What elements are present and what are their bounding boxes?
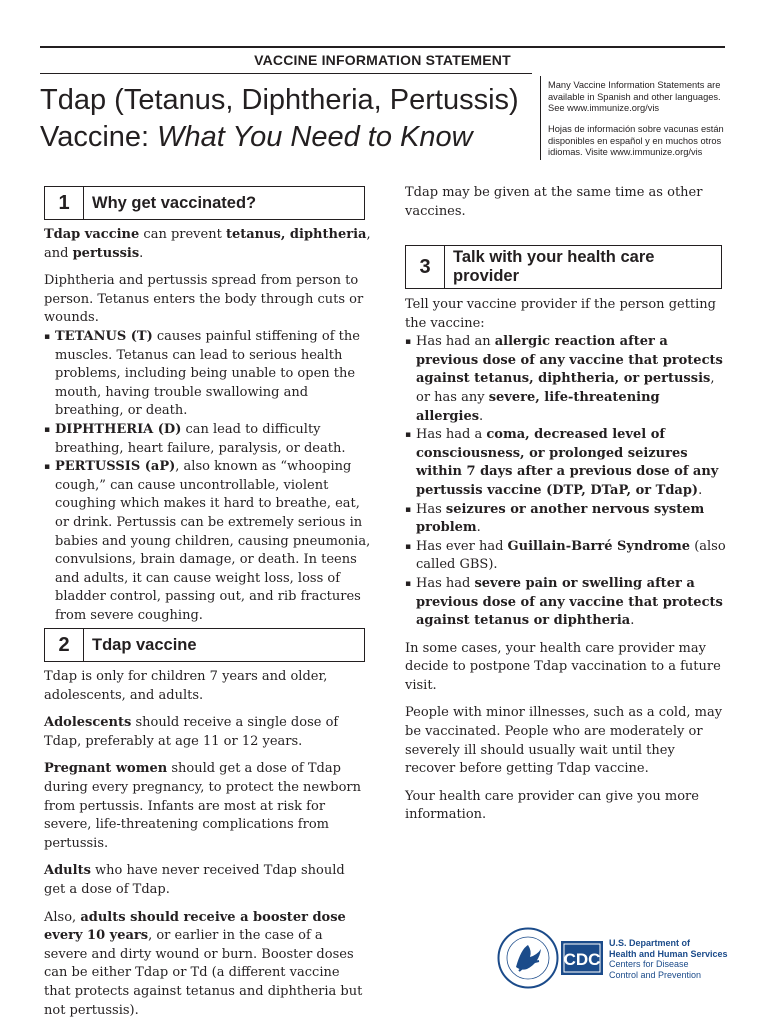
section-2-paragraph: Adolescents should receive a single dose of Tdap, preferably at age 11 or 12 years.	[44, 715, 339, 749]
section-3-intro: Tell your vaccine provider if the person getting the vaccine:	[405, 297, 717, 331]
footer-logos	[497, 927, 605, 994]
section-3-body	[405, 296, 729, 825]
list-item: ▪ PERTUSSIS (aP), also known as “whooping cough,” can cause uncontrollable, violent coughing which makes it hard to breathe, eat, or drink. Pertussis can be extremely serious in babies and young children, causing pneumonia, convulsions, brain damage, or death. In teens and adults, it can cause weight loss, loss of bladder control, passing out, and rib fractures from severe coughing.	[44, 458, 374, 625]
hhs-cdc-logo	[497, 927, 605, 989]
section-2-body	[44, 668, 366, 1020]
agency-text: U.S. Department of Health and Human Services Centers for Disease Control and Prevention	[609, 938, 728, 980]
section-2-header	[44, 628, 365, 662]
list-item: ▪ Has had severe pain or swelling after a previous dose of any vaccine that protects against tetanus or diphtheria.	[405, 575, 729, 631]
precaution-list	[405, 333, 729, 631]
section-3-number: 3	[406, 246, 445, 288]
section-1-body	[44, 226, 374, 625]
section-3-paragraph: In some cases, your health care provider may decide to postpone Tdap vaccination to a future visit.	[405, 640, 721, 693]
list-item: ▪ Has ever had Guillain-Barré Syndrome (also called GBS).	[405, 538, 729, 575]
list-item: ▪ TETANUS (T) causes painful stiffening of the muscles. Tetanus can lead to serious health problems, including being unable to open the mouth, having trouble swallowing and breathing, or death.	[44, 328, 374, 421]
cdc-logo-text: CDC	[563, 950, 601, 969]
section-2-paragraph: Adults who have never received Tdap should get a dose of Tdap.	[44, 863, 345, 897]
section-2-paragraph: Also, adults should receive a booster dose every 10 years, or earlier in the case of a severe and dirty wound or burn. Booster doses can be either Tdap or Td (a different vaccine that protects against tetanus and diphtheria but not pertussis).	[44, 909, 363, 1018]
list-item: ▪ DIPHTHERIA (D) can lead to difficulty breathing, heart failure, paralysis, or death.	[44, 421, 374, 458]
section-1-title: Why get vaccinated?	[92, 193, 257, 212]
languages-note-spanish: Hojas de información sobre vacunas están disponibles en español y en muchos otros idiomas. Visite www.immunize.org/vis	[548, 124, 724, 157]
section-2-title: Tdap vaccine	[92, 635, 197, 654]
section-1-intro: Tdap vaccine can prevent tetanus, diphtheria, and pertussis.	[44, 227, 371, 261]
title-rule	[40, 73, 532, 74]
disease-list	[44, 328, 374, 626]
section-3-title: Talk with your health care provider	[453, 248, 655, 285]
section-2-paragraph: Tdap is only for children 7 years and older, adolescents, and adults.	[44, 669, 328, 703]
section-3-paragraph: Your health care provider can give you more information.	[405, 788, 699, 823]
top-rule	[40, 46, 725, 48]
section-2-paragraph: Pregnant women should get a dose of Tdap during every pregnancy, to protect the newborn from pertussis. Infants are most at risk for severe, life-threatening complications from pertussis.	[44, 761, 361, 851]
list-item: ▪ Has seizures or another nervous system problem.	[405, 501, 729, 538]
header-divider	[540, 76, 541, 160]
section-3-header	[405, 245, 722, 289]
section-1-number: 1	[45, 187, 84, 219]
section-1-header	[44, 186, 365, 220]
section-3-paragraph: People with minor illnesses, such as a cold, may be vaccinated. People who are moderately or severely ill should usually wait until they recover before getting Tdap vaccine.	[405, 705, 723, 777]
section-1-paragraph: Diphtheria and pertussis spread from person to person. Tetanus enters the body through cuts or wounds.	[44, 273, 364, 326]
list-item: ▪ Has had an allergic reaction after a previous dose of any vaccine that protects against tetanus, diphtheria, or pertussis, or has any severe, life-threatening allergies.	[405, 333, 729, 426]
section-2-number: 2	[45, 629, 84, 661]
page-subtitle: Vaccine: What You Need to Know	[40, 121, 473, 153]
statement-label: VACCINE INFORMATION STATEMENT	[254, 52, 511, 68]
right-intro: Tdap may be given at the same time as other vaccines.	[405, 185, 703, 219]
languages-note-english: Many Vaccine Information Statements are available in Spanish and other languages. See www.immunize.org/vis	[548, 80, 721, 113]
list-item: ▪ Has had a coma, decreased level of consciousness, or prolonged seizures within 7 days after a previous dose of any pertussis vaccine (DTP, DTaP, or Tdap).	[405, 426, 729, 500]
page-title: Tdap (Tetanus, Diphtheria, Pertussis)	[40, 84, 519, 116]
